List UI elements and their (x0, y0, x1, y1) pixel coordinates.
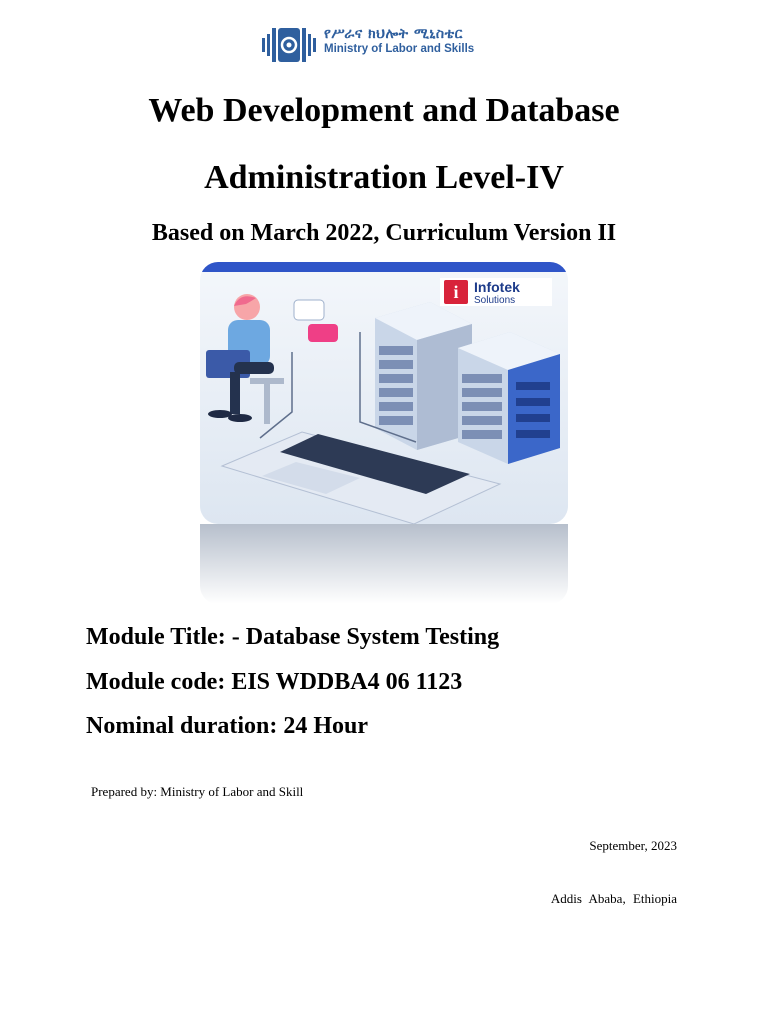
document-title-line2: Administration Level-IV (204, 159, 564, 196)
publication-place: Addis Ababa, Ethiopia (550, 891, 677, 906)
document-title-line1: Web Development and Database (148, 92, 620, 129)
nominal-duration: Nominal duration: 24 Hour (86, 713, 369, 739)
logo-amharic-text: የሥራና ክህሎት ሚኒስቴር (324, 26, 463, 42)
badge-company-suffix: Solutions (474, 295, 516, 306)
ministry-logo (262, 24, 512, 66)
cover-illustration-reflection (200, 524, 568, 604)
cover-illustration (200, 262, 568, 524)
publication-date: September, 2023 (589, 838, 677, 853)
badge-company-name: Infotek (474, 279, 520, 295)
document-subtitle: Based on March 2022, Curriculum Version II (151, 220, 617, 246)
ministry-emblem-icon (262, 24, 318, 64)
logo-english-text: Ministry of Labor and Skills (324, 43, 475, 55)
module-code: Module code: EIS WDDBA4 06 1123 (86, 669, 463, 695)
prepared-by: Prepared by: Ministry of Labor and Skill (91, 784, 304, 799)
svg-text:i: i (453, 282, 459, 302)
module-title: Module Title: - Database System Testing (86, 624, 500, 650)
